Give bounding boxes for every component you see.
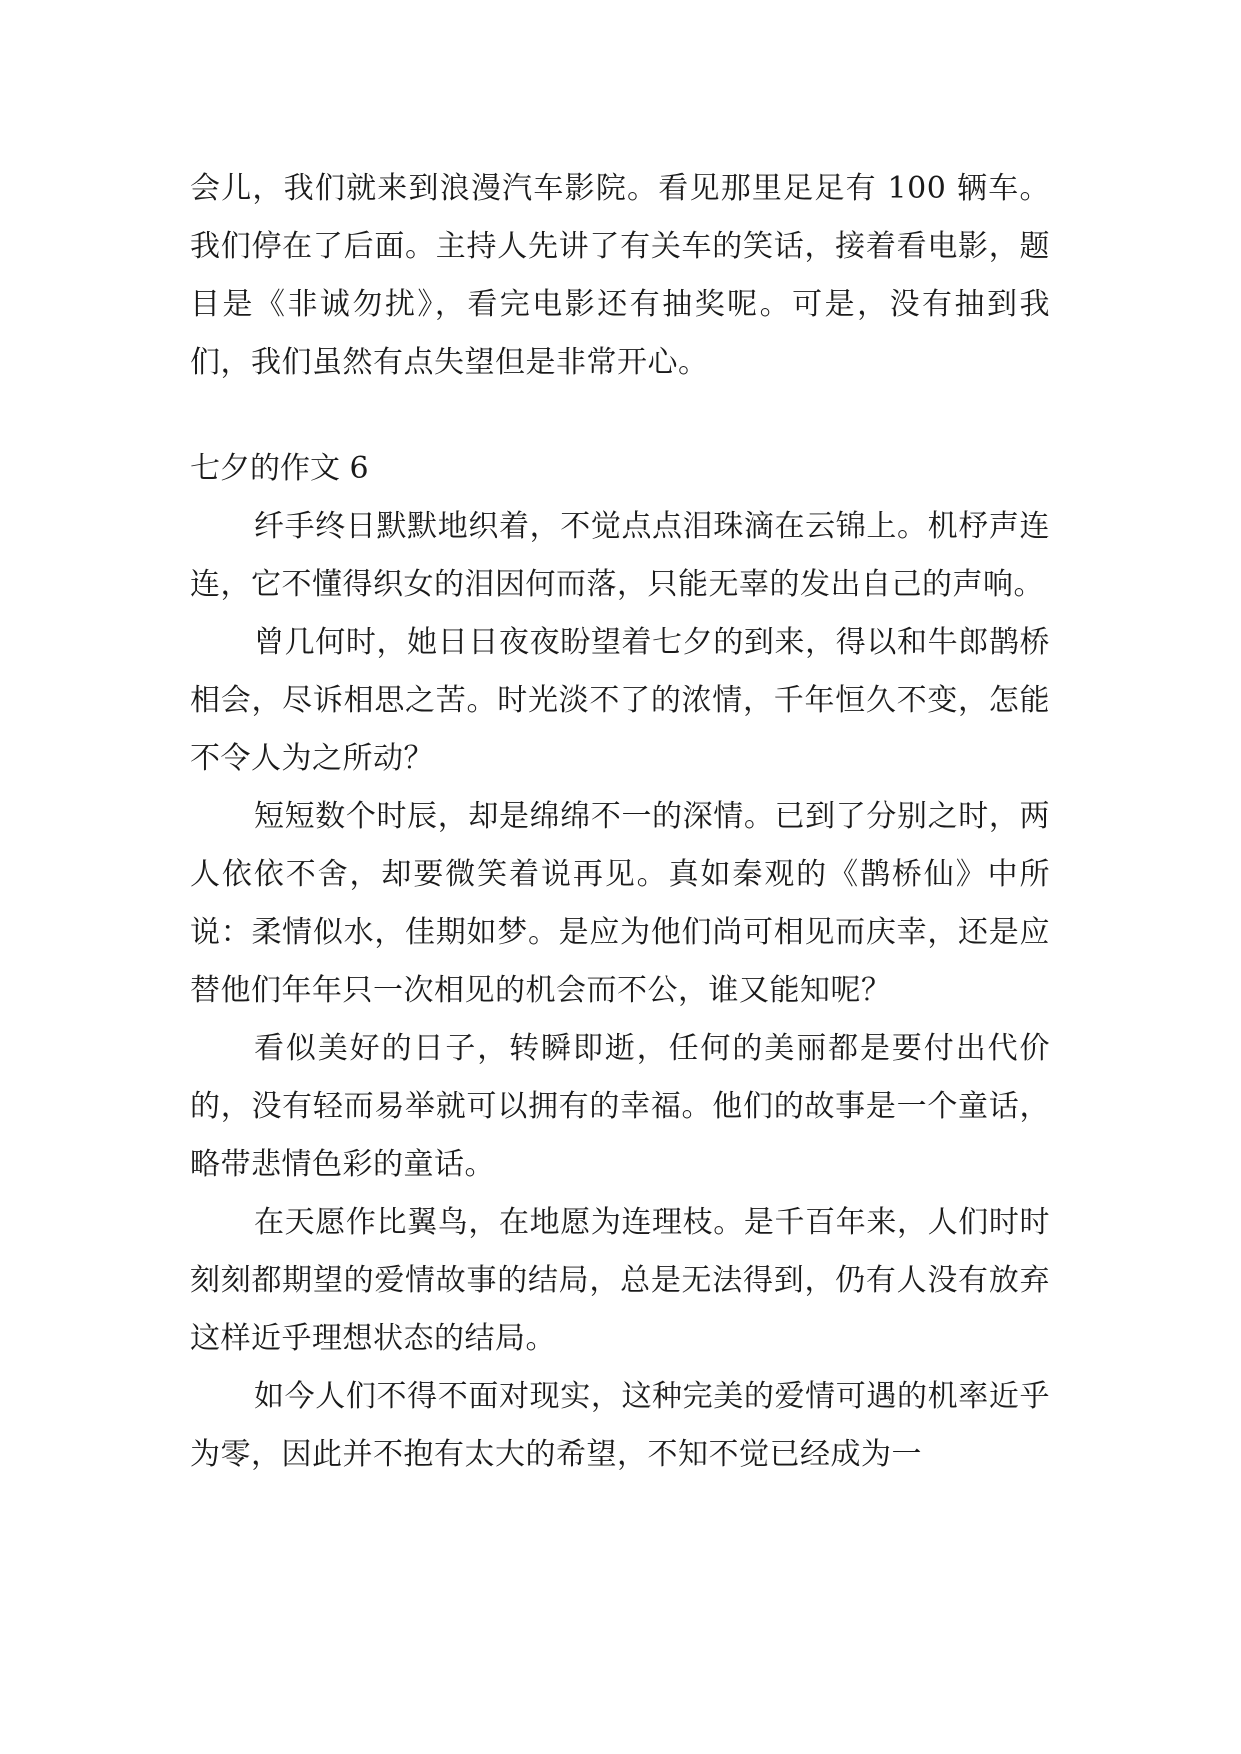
body-paragraph-5: 在天愿作比翼鸟，在地愿为连理枝。是千百年来，人们时时刻刻都期望的爱情故事的结局，总是无法得到，仍有人没有放弃这样近乎理想状态的结局。 xyxy=(190,1205,1050,1356)
section-title: 七夕的作文 6 xyxy=(190,451,369,486)
body-paragraph-6: 如今人们不得不面对现实，这种完美的爱情可遇的机率近乎为零，因此并不抱有太大的希望，不知不觉已经成为一 xyxy=(190,1379,1050,1472)
body-paragraph-1: 纤手终日默默地织着，不觉点点泪珠滴在云锦上。机杼声连连，它不懂得织女的泪因何而落，只能无辜的发出自己的声响。 xyxy=(190,509,1050,602)
body-paragraph-4: 看似美好的日子，转瞬即逝，任何的美丽都是要付出代价的，没有轻而易举就可以拥有的幸福。他们的故事是一个童话，略带悲情色彩的童话。 xyxy=(190,1031,1050,1182)
body-paragraph-2: 曾几何时，她日日夜夜盼望着七夕的到来，得以和牛郎鹊桥相会，尽诉相思之苦。时光淡不了的浓情，千年恒久不变，怎能不令人为之所动？ xyxy=(190,625,1050,776)
document-page xyxy=(190,160,1050,1484)
body-paragraph-3: 短短数个时辰，却是绵绵不一的深情。已到了分别之时，两人依依不舍，却要微笑着说再见。真如秦观的《鹊桥仙》中所说：柔情似水，佳期如梦。是应为他们尚可相见而庆幸，还是应替他们年年只一次相见的机会而不公，谁又能知呢？ xyxy=(190,799,1050,1008)
continuation-paragraph: 会儿，我们就来到浪漫汽车影院。看见那里足足有 100 辆车。我们停在了后面。主持人先讲了有关车的笑话，接着看电影，题目是《非诚勿扰》，看完电影还有抽奖呢。可是，没有抽到我们，我们虽然有点失望但是非常开心。 xyxy=(190,171,1050,380)
